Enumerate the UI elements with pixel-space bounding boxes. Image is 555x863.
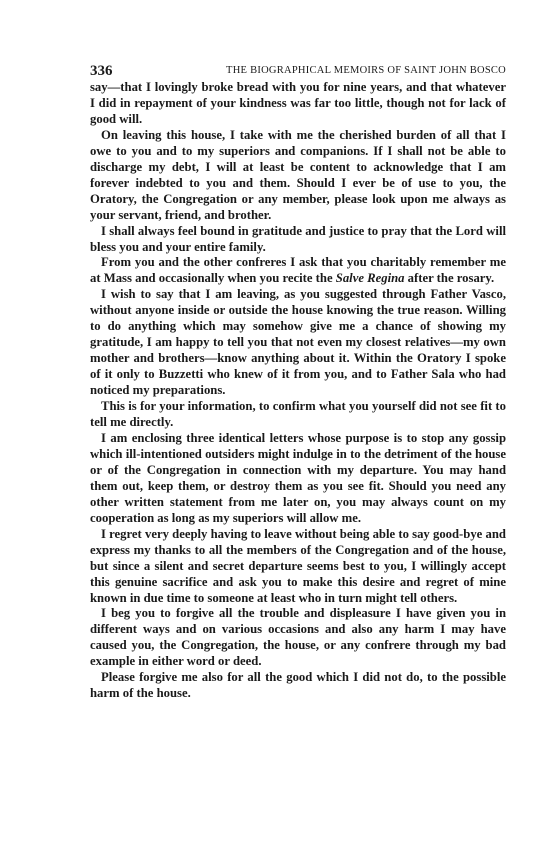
paragraph	[90, 255, 506, 287]
paragraph: say—that I lovingly broke bread with you for nine years, and that whatever I did in repayment of your kindness was far too little, though not for lack of good will.	[90, 80, 506, 126]
paragraph: I am enclosing three identical letters whose purpose is to stop any gossip which ill-intentioned outsiders might indulge in to the detriment of the house or of the Congregation in connection with my departure. You may hand them out, keep them, or destroy them as you see fit. Should you need any other written statement from me later on, you may always count on my cooperation as long as my superiors will allow me.	[90, 430, 506, 525]
letter-body	[90, 80, 506, 702]
paragraph: I beg you to forgive all the trouble and displeasure I have given you in different ways and on various occasions and also any harm I may have caused you, the Congregation, the house, or any confrere through my bad example in either word or deed.	[90, 606, 506, 669]
paragraph: On leaving this house, I take with me the cherished burden of all that I owe to you and to my superiors and companions. If I shall not be able to discharge my debt, I will at least be content to acknowledge that I am forever indebted to you and them. Should I ever be of use to you, the Oratory, the Congregation or any member, please look upon me always as your servant, friend, and brother.	[90, 127, 506, 222]
page-number: 336	[90, 63, 113, 79]
paragraph: This is for your information, to confirm what you yourself did not see fit to tell me directly.	[90, 399, 506, 430]
paragraph: I regret very deeply having to leave without being able to say good-bye and express my thanks to all the members of the Congregation and of the house, but since a silent and secret departure seems best to you, I willingly accept this genuine sacrifice and ask you to make this desire and regret of mine known in due time to someone at least who in turn might tell others.	[90, 526, 506, 605]
paragraph: Please forgive me also for all the good which I did not do, to the possible harm of the house.	[90, 670, 506, 701]
paragraph-text: From you and the other confreres I ask that you charitably remember me at Mass and occasionally when you recite the	[90, 255, 506, 286]
paragraph: I shall always feel bound in gratitude and justice to pray that the Lord will bless you and your entire family.	[90, 223, 506, 254]
paragraph: I wish to say that I am leaving, as you suggested through Father Vasco, without anyone inside or outside the house knowing the true reason. Willing to do anything which may somehow give me a chance of showing my gratitude, I am happy to tell you that not even my closest relatives—my own mother and brothers—know anything about it. Within the Oratory I spoke of it only to Buzzetti who knew of it from you, and to Father Sala who had noticed my preparations.	[90, 287, 506, 398]
running-title: THE BIOGRAPHICAL MEMOIRS OF SAINT JOHN BOSCO	[226, 65, 506, 76]
prayer-title: Salve Regina	[335, 271, 405, 286]
running-head	[90, 62, 506, 80]
paragraph-text: after the rosary.	[404, 271, 495, 286]
